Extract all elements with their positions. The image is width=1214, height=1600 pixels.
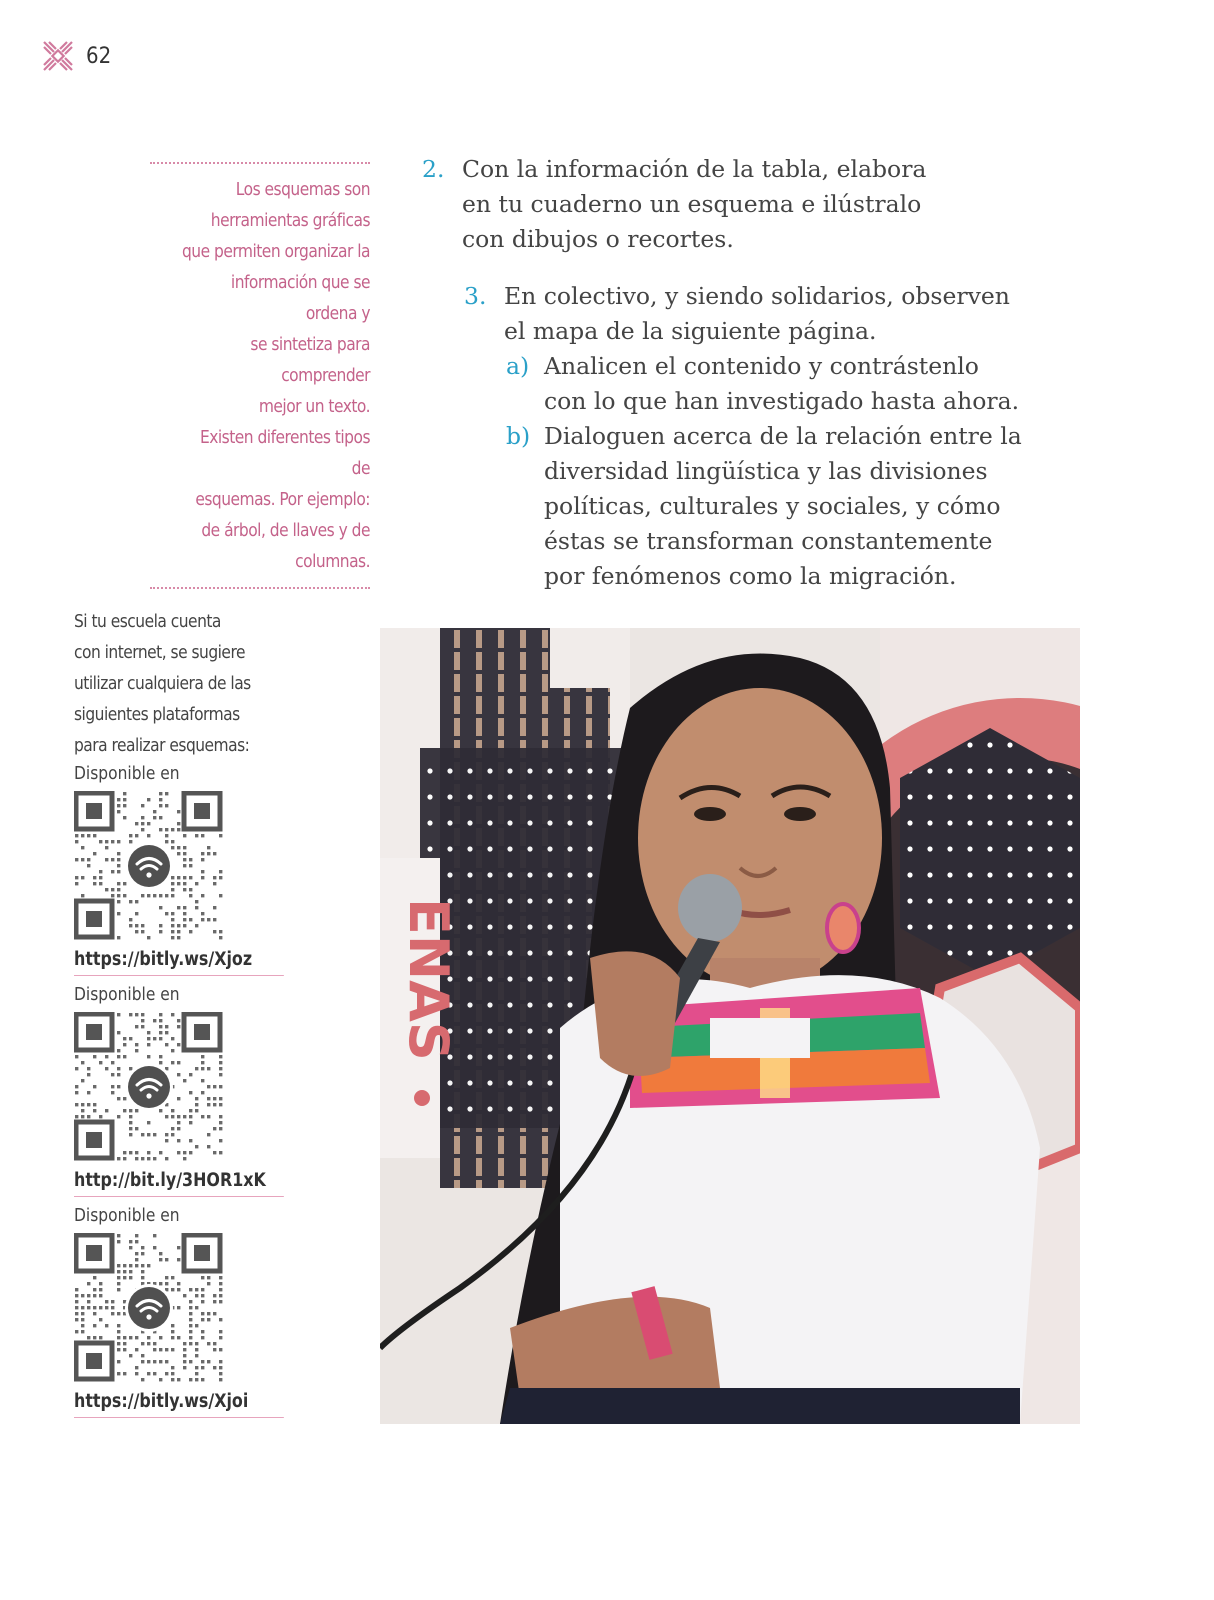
intro-line: utilizar cualquiera de las [74,673,251,694]
substep-a [506,349,1102,419]
step-line: con dibujos o recortes. [462,225,734,253]
resource-link[interactable]: https://bitly.ws/Xjoz [74,947,284,976]
sidenote-line: columnas. [295,551,370,572]
qr-code[interactable] [74,1012,224,1162]
sidenote-line: que permiten organizar la [181,241,370,262]
sidenote-box [150,162,370,589]
substep-letter: b) [506,422,531,450]
substep-line: Analicen el contenido y contrástenlo [544,352,979,380]
resources-column [74,606,289,1424]
sidenote-line: se sintetiza para comprender [250,334,370,386]
step-2 [422,152,1102,257]
qr-code[interactable] [74,1233,224,1383]
resources-intro [74,606,289,761]
step-line: en tu cuaderno un esquema e ilústralo [462,190,922,218]
speaker-photo [380,628,1080,1424]
sidenote-line: Los esquemas son [235,179,370,200]
resource-item [74,982,289,1197]
substep-letter: a) [506,352,530,380]
page-number: 62 [86,43,112,69]
step-line: En colectivo, y siendo solidarios, observen [504,282,1010,310]
available-label: Disponible en [74,984,180,1005]
intro-line: Si tu escuela cuenta [74,611,221,632]
available-label: Disponible en [74,1205,180,1226]
substep-b [506,419,1102,594]
intro-line: siguientes plataformas [74,704,240,725]
substep-line: éstas se transforman constantemente [544,527,993,555]
substep-line: políticas, culturales y sociales, y cómo [544,492,1001,520]
available-label: Disponible en [74,763,180,784]
page-header [40,38,111,74]
resource-link[interactable]: http://bit.ly/3HOR1xK [74,1168,284,1197]
step-number: 3. [464,282,487,310]
step-3 [464,279,1102,349]
photo-illustration [380,628,1080,1424]
substep-line: Dialoguen acerca de la relación entre la [544,422,1022,450]
sidenote-line: de árbol, de llaves y de [201,520,370,541]
intro-line: con internet, se sugiere [74,642,245,663]
resource-item [74,1203,289,1418]
sidenote-line: herramientas gráficas [210,210,370,231]
sidenote-line: esquemas. Por ejemplo: [195,489,370,510]
step-line: Con la información de la tabla, elabora [462,155,927,183]
substep-line: con lo que han investigado hasta ahora. [544,387,1020,415]
sidenote-line: mejor un texto. [258,396,370,417]
banner-text: ENAS [397,898,460,1061]
substep-line: diversidad lingüística y las divisiones [544,457,988,485]
substep-line: por fenómenos como la migración. [544,562,957,590]
woven-diamond-icon [40,38,76,74]
step-number: 2. [422,155,445,183]
resource-item [74,761,289,976]
resource-link[interactable]: https://bitly.ws/Xjoi [74,1389,284,1418]
intro-line: para realizar esquemas: [74,735,250,756]
sidenote-line: información que se ordena y [230,272,370,324]
qr-code[interactable] [74,791,224,941]
step-line: el mapa de la siguiente página. [504,317,877,345]
sidenote-line: Existen diferentes tipos de [199,427,370,479]
instructions [422,152,1102,594]
